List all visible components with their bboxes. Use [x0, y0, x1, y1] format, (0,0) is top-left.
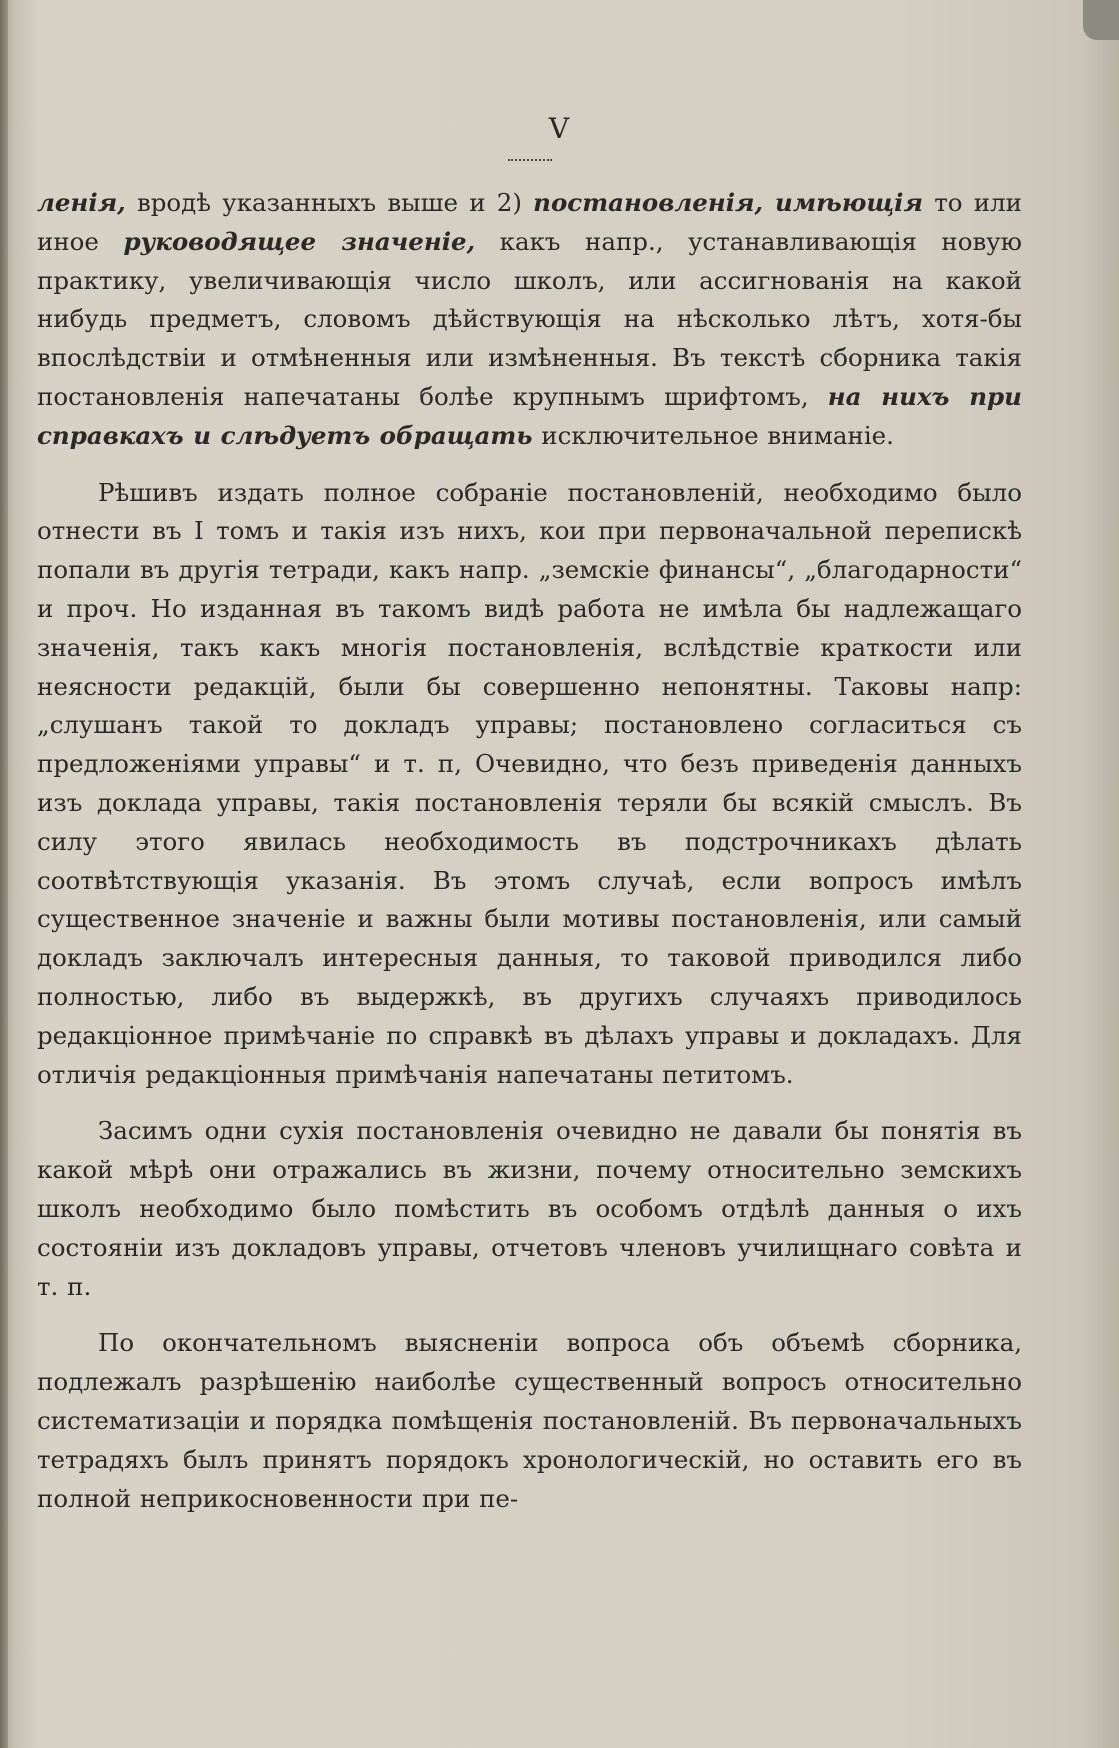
page-number: V [548, 112, 571, 145]
text-segment: на нихъ при справкахъ и слѣдуетъ обращать [37, 381, 1022, 450]
text-segment: постановленія, имѣющія [533, 188, 923, 217]
text-segment: ленія, [37, 188, 126, 217]
text-segment: руководящее значеніе, [123, 226, 476, 256]
page-spine-shadow [0, 0, 8, 1748]
page-number-ornament [508, 156, 552, 161]
body-text [37, 184, 1022, 1518]
text-segment: какъ напр., устанавливающія новую практику, увеличивающія число школъ, или ассигнованія на какой нибудь предметъ, словомъ дѣйствующія на нѣсколько лѣтъ, хотя-бы впослѣдствіи и отмѣненныя или измѣненныя. Въ текстѣ сборника такія постановленія напечатаны болѣе крупнымъ шрифтомъ, [37, 226, 1022, 411]
corner-tab [1083, 0, 1119, 40]
text-segment: Рѣшивъ издать полное собраніе постановленій, необходимо было отнести въ I томъ и такія изъ нихъ, кои при первоначальной перепискѣ попали въ другія тетради, какъ напр. „земскіе финансы“, „благодарности“ и проч. Но изданная въ такомъ видѣ работа не имѣла бы надлежащаго значенія, такъ какъ многія постановленія, вслѣдствіе краткости или неясности редакцій, были бы совершенно непонятны. Таковы напр: „слушанъ такой то докладъ управы; постановлено согласиться съ предложеніями управы“ и т. п, Очевидно, что безъ приведенія данныхъ изъ доклада управы, такія постановленія теряли бы всякій смыслъ. Въ силу этого явилась необходимость въ подстрочникахъ дѣлать соотвѣтствующія указанія. Въ этомъ случаѣ, если вопросъ имѣлъ существенное значеніе и важны были мотивы постановленія, или самый докладъ заключалъ интересныя данныя, то таковой приводился либо полностью, либо въ выдержкѣ, въ другихъ случаяхъ приводилось редакціонное примѣчаніе по справкѣ въ дѣлахъ управы и докладахъ. Для отличія редакціонныя примѣчанія напечатаны петитомъ. [37, 477, 1022, 1089]
text-segment: По окончательномъ выясненіи вопроса объ объемѣ сборника, подлежалъ разрѣшенію наиболѣе существенный вопросъ относительно систематизаціи и порядка помѣщенія постановленій. Въ первоначальныхъ тетрадяхъ былъ принятъ порядокъ хронологическій, но оставить его въ полной неприкосновенности при пе- [37, 1328, 1022, 1513]
paragraph-1 [37, 184, 1022, 456]
paragraph-3 [37, 1112, 1022, 1306]
text-segment: исключительное вниманіе. [532, 420, 894, 450]
text-segment: вродѣ указанныхъ выше и 2) [125, 188, 534, 217]
text-segment: Засимъ одни сухія постановленія очевидно не давали бы понятія въ какой мѣрѣ они отражались въ жизни, почему относительно земскихъ школъ необходимо было помѣстить въ особомъ отдѣлѣ данныя о ихъ состояніи изъ докладовъ управы, отчетовъ членовъ училищнаго совѣта и т. п. [37, 1116, 1022, 1301]
text-segment: то или иное [37, 188, 1022, 256]
paragraph-4 [37, 1324, 1022, 1518]
paragraph-2 [37, 474, 1022, 1095]
